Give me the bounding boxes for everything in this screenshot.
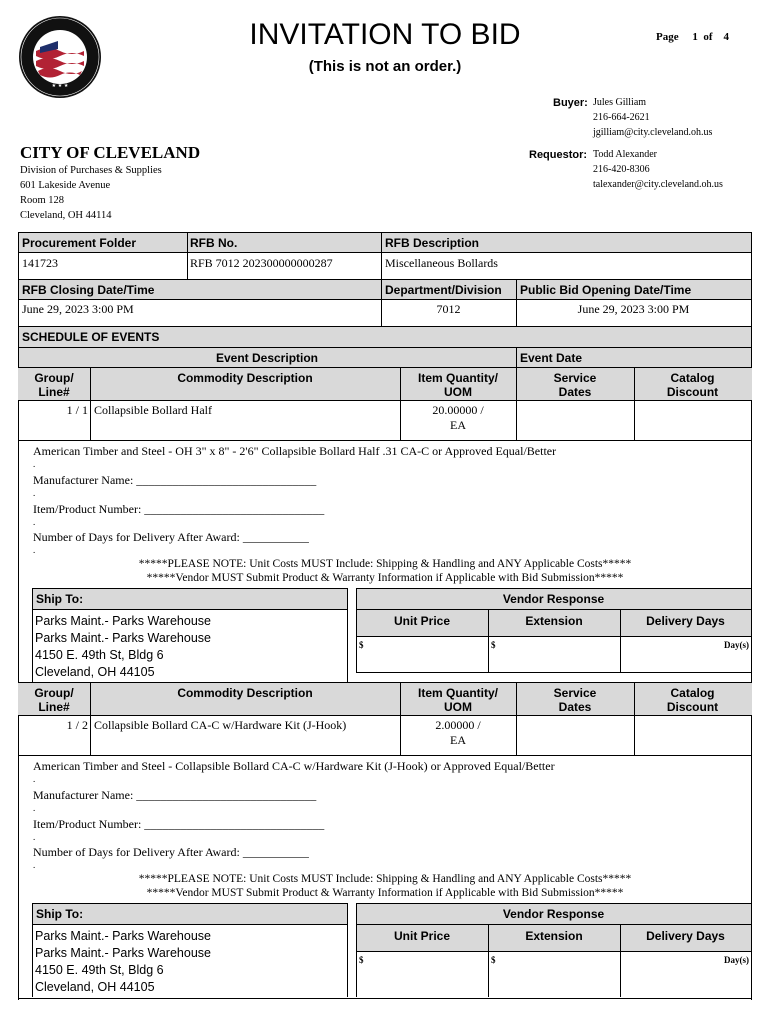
item-line-number: 1 / 2 <box>66 718 88 732</box>
item-quantity: 20.00000 / EA <box>432 403 484 432</box>
col-quantity: Item Quantity/ UOM <box>417 686 498 714</box>
delivery-days-label: Delivery Days <box>646 929 725 943</box>
note-line: *****PLEASE NOTE: Unit Costs MUST Include: Shipping & Handling and ANY Applicable Costs***** <box>138 558 632 570</box>
requestor-email: talexander@city.cleveland.oh.us <box>593 179 723 190</box>
event-description-label: Event Description <box>215 351 319 365</box>
item-description: American Timber and Steel - Collapsible Bollard CA-C w/Hardware Kit (J-Hook) or Approved Equal/Better <box>33 759 555 773</box>
ship-to-label: Ship To: <box>36 907 84 921</box>
extension-label: Extension <box>525 614 583 628</box>
delivery-days-label: Delivery Days <box>646 614 725 628</box>
svg-text:★ ★ ★: ★ ★ ★ <box>51 83 69 89</box>
product-number-field[interactable]: Item/Product Number: ______________________________ <box>33 817 325 831</box>
col-commodity: Commodity Description <box>177 371 313 385</box>
col-commodity: Commodity Description <box>177 686 313 700</box>
ship-to-address: Parks Maint.- Parks Warehouse Parks Maint.- Parks Warehouse 4150 E. 49th St, Bldg 6 Cleveland, OH 44105 <box>35 929 211 994</box>
col-group-line: Group/ Line# <box>34 371 74 399</box>
opening-date-value: June 29, 2023 3:00 PM <box>577 302 690 316</box>
ship-to-address: Parks Maint.- Parks Warehouse Parks Maint.- Parks Warehouse 4150 E. 49th St, Bldg 6 Cleveland, OH 44105 <box>35 614 211 679</box>
page-subtitle: (This is not an order.) <box>308 58 462 75</box>
item-commodity: Collapsible Bollard Half <box>94 403 212 417</box>
org-address-line: Room 128 <box>20 195 65 206</box>
item-line-number: 1 / 1 <box>66 403 88 417</box>
page-label: Page <box>656 31 679 43</box>
closing-date-label: RFB Closing Date/Time <box>22 283 155 297</box>
department-label: Department/Division <box>385 283 502 297</box>
org-address-line: 601 Lakeside Avenue <box>20 180 111 191</box>
delivery-days-input[interactable]: Day(s) <box>724 955 749 965</box>
unit-price-input[interactable]: $ <box>359 955 364 965</box>
org-name: CITY OF CLEVELAND <box>20 143 201 162</box>
buyer-phone: 216-664-2621 <box>593 112 650 123</box>
page-number: 1 <box>692 31 698 43</box>
procurement-folder-label: Procurement Folder <box>22 236 137 250</box>
extension-input[interactable]: $ <box>491 640 496 650</box>
note-line: *****Vendor MUST Submit Product & Warranty Information if Applicable with Bid Submission***** <box>146 572 624 584</box>
requestor-label: Requestor: <box>529 149 588 161</box>
rfb-no-value: RFB 7012 202300000000287 <box>190 256 333 270</box>
requestor-info <box>593 147 723 192</box>
extension-input[interactable]: $ <box>491 955 496 965</box>
unit-price-label: Unit Price <box>393 614 450 628</box>
col-catalog-discount: Catalog Discount <box>666 686 719 714</box>
col-service-dates: Service Dates <box>553 371 597 399</box>
col-group-line: Group/ Line# <box>34 686 74 714</box>
vendor-response-label: Vendor Response <box>502 592 605 606</box>
org-address <box>20 163 162 223</box>
extension-label: Extension <box>525 929 583 943</box>
requestor-name: Todd Alexander <box>593 149 658 160</box>
closing-date-value: June 29, 2023 3:00 PM <box>22 302 134 316</box>
department-value: 7012 <box>436 302 461 316</box>
rfb-no-label: RFB No. <box>190 236 238 250</box>
org-address-line: Division of Purchases & Supplies <box>20 165 162 176</box>
event-date-label: Event Date <box>520 351 583 365</box>
requestor-phone: 216-420-8306 <box>593 164 650 175</box>
rfb-description-value: Miscellaneous Bollards <box>385 256 498 270</box>
note-line: *****PLEASE NOTE: Unit Costs MUST Include: Shipping & Handling and ANY Applicable Costs***** <box>138 873 632 885</box>
page-of: of <box>703 31 713 43</box>
opening-date-label: Public Bid Opening Date/Time <box>520 283 692 297</box>
manufacturer-name-field[interactable]: Manufacturer Name: ______________________________ <box>33 788 317 802</box>
unit-price-input[interactable]: $ <box>359 640 364 650</box>
note-line: *****Vendor MUST Submit Product & Warranty Information if Applicable with Bid Submission***** <box>146 887 624 899</box>
col-service-dates: Service Dates <box>553 686 597 714</box>
product-number-field[interactable]: Item/Product Number: ______________________________ <box>33 502 325 516</box>
col-catalog-discount: Catalog Discount <box>666 371 719 399</box>
org-address-line: Cleveland, OH 44114 <box>20 210 112 221</box>
buyer-email: jgilliam@city.cleveland.oh.us <box>593 127 713 138</box>
page-total: 4 <box>723 31 730 43</box>
delivery-days-input[interactable]: Day(s) <box>724 640 749 650</box>
vendor-response-label: Vendor Response <box>502 907 605 921</box>
ship-to-label: Ship To: <box>36 592 84 606</box>
unit-price-label: Unit Price <box>393 929 450 943</box>
buyer-name: Jules Gilliam <box>593 97 647 108</box>
item-commodity: Collapsible Bollard CA-C w/Hardware Kit (J-Hook) <box>94 718 347 732</box>
buyer-label: Buyer: <box>553 97 588 109</box>
page-title: INVITATION TO BID <box>249 18 521 51</box>
rfb-description-label: RFB Description <box>385 236 480 250</box>
buyer-info <box>593 95 712 140</box>
item-quantity: 2.00000 / EA <box>435 718 481 747</box>
delivery-days-field[interactable]: Number of Days for Delivery After Award: ___________ <box>33 530 309 544</box>
page-indicator <box>656 31 729 43</box>
procurement-folder-value: 141723 <box>22 256 58 270</box>
delivery-days-field[interactable]: Number of Days for Delivery After Award: ___________ <box>33 845 309 859</box>
manufacturer-name-field[interactable]: Manufacturer Name: ______________________________ <box>33 473 317 487</box>
item-description: American Timber and Steel - OH 3" x 8" - 2'6" Collapsible Bollard Half .31 CA-C or Approved Equal/Better <box>33 444 557 458</box>
schedule-of-events-label: SCHEDULE OF EVENTS <box>22 330 160 344</box>
col-quantity: Item Quantity/ UOM <box>417 371 498 399</box>
